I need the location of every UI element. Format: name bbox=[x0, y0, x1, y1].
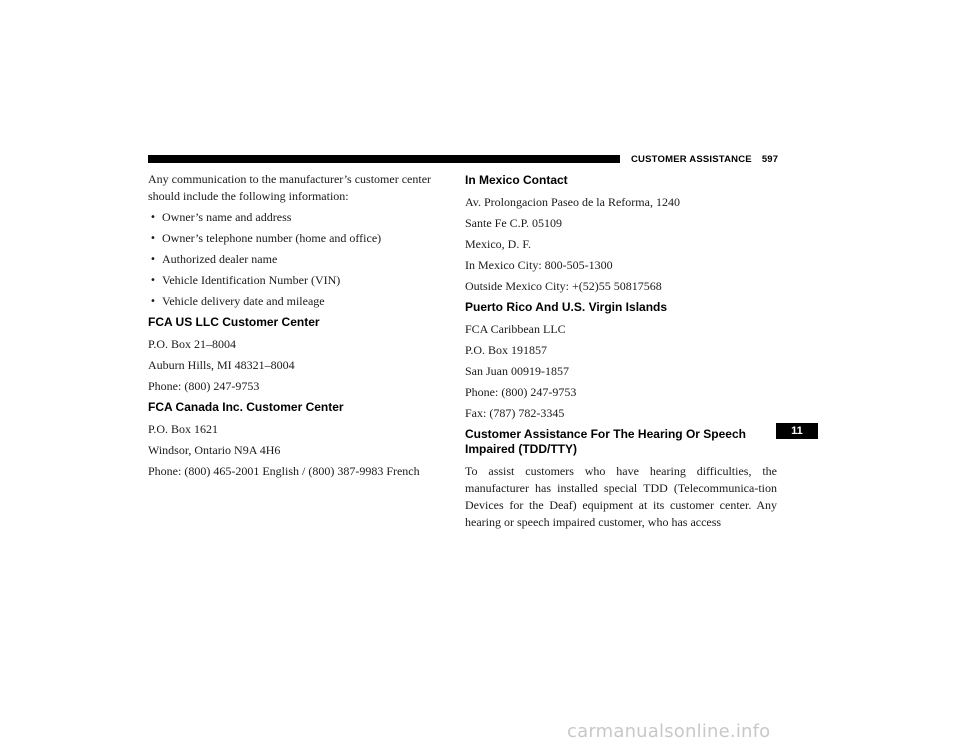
address-line: P.O. Box 191857 bbox=[465, 343, 548, 357]
bullet-item: • Vehicle Identification Number (VIN) bbox=[150, 273, 341, 287]
tdd-heading: Customer Assistance For The Hearing Or Speech Impaired (TDD/TTY) bbox=[465, 427, 746, 456]
address-line: Windsor, Ontario N9A 4H6 bbox=[148, 443, 281, 457]
fca-canada-heading: FCA Canada Inc. Customer Center bbox=[148, 400, 344, 414]
phone-line: Outside Mexico City: +(52)55 50817568 bbox=[465, 279, 662, 293]
puerto-rico-heading: Puerto Rico And U.S. Virgin Islands bbox=[465, 300, 668, 314]
bullet-item: • Vehicle delivery date and mileage bbox=[150, 294, 325, 308]
left-column bbox=[148, 171, 448, 484]
fax-line: Fax: (787) 782-3345 bbox=[465, 406, 565, 420]
right-column bbox=[465, 171, 777, 535]
bullet-item: • Owner’s telephone number (home and office) bbox=[150, 231, 382, 245]
address-line: San Juan 00919-1857 bbox=[465, 364, 569, 378]
bullet-item: • Authorized dealer name bbox=[150, 252, 278, 266]
tdd-paragraph: To assist customers who have hearing difficulties, the manufacturer has installed special TDD (Telecommunica-tion Devices for the Deaf) equipment at its customer center. Any hearing or speech impaired customer, who has access bbox=[465, 464, 777, 529]
chapter-tab: 11 bbox=[776, 423, 818, 439]
watermark: carmanualsonline.info bbox=[567, 721, 771, 742]
address-line: Auburn Hills, MI 48321–8004 bbox=[148, 358, 295, 372]
section-title: CUSTOMER ASSISTANCE bbox=[631, 154, 752, 165]
address-line: Sante Fe C.P. 05109 bbox=[465, 216, 563, 230]
address-line: FCA Caribbean LLC bbox=[465, 322, 566, 336]
bullet-icon: • bbox=[150, 254, 156, 265]
intro-paragraph: Any communication to the manufacturer’s customer center should include the following information: bbox=[148, 172, 432, 203]
phone-line: Phone: (800) 465-2001 English / (800) 387-9983 French bbox=[148, 464, 420, 478]
bullet-item: • Owner’s name and address bbox=[150, 210, 292, 224]
phone-line: Phone: (800) 247-9753 bbox=[465, 385, 577, 399]
bullet-icon: • bbox=[150, 296, 156, 307]
mexico-heading: In Mexico Contact bbox=[465, 173, 568, 187]
phone-line: Phone: (800) 247-9753 bbox=[148, 379, 260, 393]
header-rule bbox=[148, 155, 620, 163]
address-line: Av. Prolongacion Paseo de la Reforma, 1240 bbox=[465, 195, 680, 209]
address-line: P.O. Box 1621 bbox=[148, 422, 219, 436]
bullet-icon: • bbox=[150, 212, 156, 223]
running-header bbox=[631, 154, 778, 166]
phone-line: In Mexico City: 800-505-1300 bbox=[465, 258, 613, 272]
address-line: Mexico, D. F. bbox=[465, 237, 532, 251]
address-line: P.O. Box 21–8004 bbox=[148, 337, 237, 351]
fca-us-heading: FCA US LLC Customer Center bbox=[148, 315, 320, 329]
page-number: 597 bbox=[761, 154, 779, 165]
bullet-icon: • bbox=[150, 275, 156, 286]
bullet-icon: • bbox=[150, 233, 156, 244]
